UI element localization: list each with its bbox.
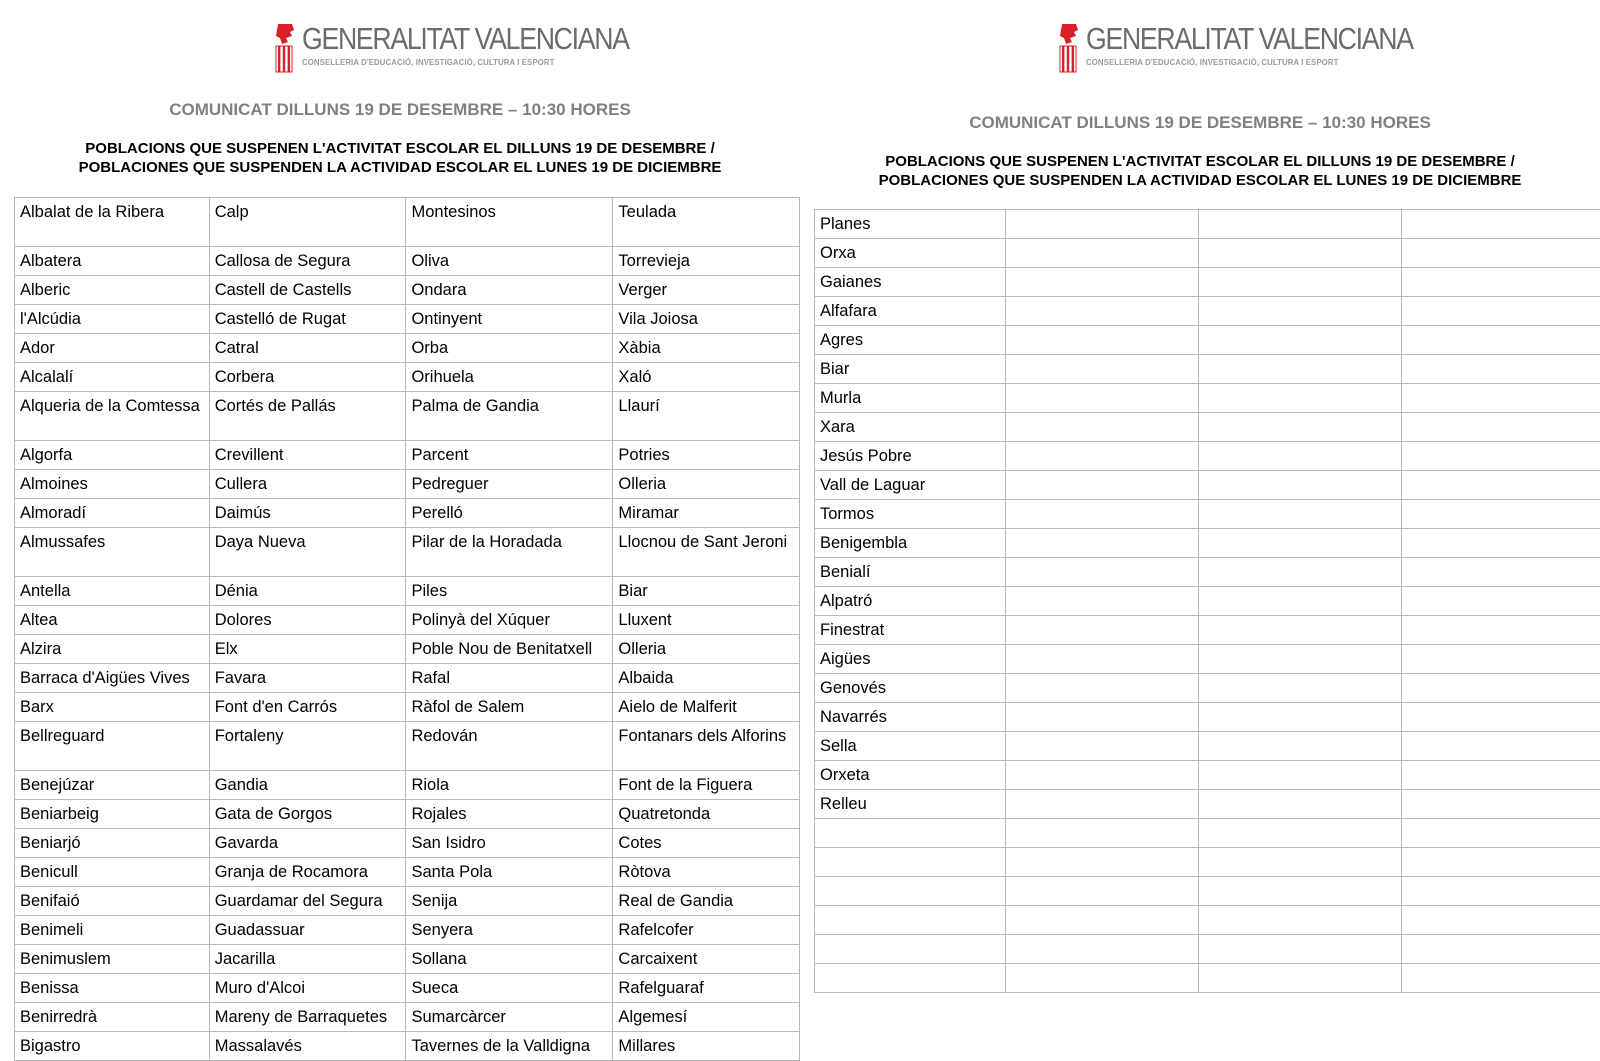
table-row bbox=[15, 305, 800, 334]
table-row bbox=[15, 334, 800, 363]
town-cell: Benigembla bbox=[815, 529, 1006, 558]
town-cell bbox=[1006, 674, 1199, 703]
town-cell: Albaida bbox=[613, 664, 800, 693]
town-cell: Daimús bbox=[209, 499, 406, 528]
town-cell: Benissa bbox=[15, 974, 210, 1003]
table-row bbox=[815, 384, 1600, 413]
town-cell: Ròtova bbox=[613, 858, 800, 887]
town-cell: Oliva bbox=[406, 247, 613, 276]
town-cell: Carcaixent bbox=[613, 945, 800, 974]
table-row bbox=[815, 326, 1600, 355]
town-cell bbox=[1199, 732, 1402, 761]
town-cell: Rafelguaraf bbox=[613, 974, 800, 1003]
table-row bbox=[15, 829, 800, 858]
town-cell: Alcalalí bbox=[15, 363, 210, 392]
town-cell bbox=[1199, 616, 1402, 645]
town-cell bbox=[1199, 268, 1402, 297]
town-cell: Guardamar del Segura bbox=[209, 887, 406, 916]
table-row bbox=[815, 674, 1600, 703]
town-cell bbox=[1402, 355, 1600, 384]
generalitat-logo bbox=[1056, 22, 1466, 74]
town-cell: Rafal bbox=[406, 664, 613, 693]
town-cell: Crevillent bbox=[209, 441, 406, 470]
table-row bbox=[815, 587, 1600, 616]
town-cell: Torrevieja bbox=[613, 247, 800, 276]
table-row bbox=[15, 974, 800, 1003]
town-cell: Palma de Gandia bbox=[406, 392, 613, 441]
town-cell: Genovés bbox=[815, 674, 1006, 703]
town-cell bbox=[1402, 906, 1600, 935]
town-cell: Millares bbox=[613, 1032, 800, 1061]
town-cell bbox=[1402, 703, 1600, 732]
town-cell: Olleria bbox=[613, 635, 800, 664]
town-cell: Mareny de Barraquetes bbox=[209, 1003, 406, 1032]
town-cell bbox=[1006, 268, 1199, 297]
town-cell bbox=[1006, 558, 1199, 587]
town-cell: Benejúzar bbox=[15, 771, 210, 800]
table-row bbox=[15, 247, 800, 276]
table-row bbox=[15, 577, 800, 606]
town-cell: Benialí bbox=[815, 558, 1006, 587]
town-cell bbox=[1006, 442, 1199, 471]
town-cell: Biar bbox=[815, 355, 1006, 384]
town-cell: Massalavés bbox=[209, 1032, 406, 1061]
town-cell: Algorfa bbox=[15, 441, 210, 470]
table-row bbox=[815, 935, 1600, 964]
town-cell bbox=[1199, 210, 1402, 239]
town-cell: Ador bbox=[15, 334, 210, 363]
table-row bbox=[815, 355, 1600, 384]
town-cell: Alqueria de la Comtessa bbox=[15, 392, 210, 441]
town-cell bbox=[1006, 703, 1199, 732]
town-cell bbox=[1402, 935, 1600, 964]
table-row bbox=[15, 664, 800, 693]
town-cell: Potries bbox=[613, 441, 800, 470]
communique-title: COMUNICAT DILLUNS 19 DE DESEMBRE – 10:30 HORES bbox=[0, 100, 800, 120]
town-cell bbox=[1006, 761, 1199, 790]
table-row bbox=[815, 529, 1600, 558]
town-cell: Font de la Figuera bbox=[613, 771, 800, 800]
logo-name: GENERALITAT VALENCIANA bbox=[302, 22, 629, 56]
town-cell bbox=[1402, 558, 1600, 587]
town-cell: Miramar bbox=[613, 499, 800, 528]
town-cell bbox=[1199, 935, 1402, 964]
town-cell bbox=[1199, 239, 1402, 268]
town-cell bbox=[1006, 964, 1199, 993]
town-cell: Planes bbox=[815, 210, 1006, 239]
town-cell: Alpatró bbox=[815, 587, 1006, 616]
town-cell bbox=[815, 819, 1006, 848]
town-cell bbox=[1199, 558, 1402, 587]
heading bbox=[0, 139, 800, 177]
town-cell: Jesús Pobre bbox=[815, 442, 1006, 471]
town-cell: Catral bbox=[209, 334, 406, 363]
town-cell bbox=[1402, 471, 1600, 500]
town-cell: Navarrés bbox=[815, 703, 1006, 732]
town-cell bbox=[1006, 790, 1199, 819]
town-cell bbox=[1006, 529, 1199, 558]
town-cell bbox=[1199, 413, 1402, 442]
town-cell: Benimeli bbox=[15, 916, 210, 945]
table-row bbox=[815, 471, 1600, 500]
table-row bbox=[815, 616, 1600, 645]
town-cell bbox=[1006, 819, 1199, 848]
town-cell bbox=[1402, 210, 1600, 239]
town-cell bbox=[1006, 848, 1199, 877]
town-cell: Vila Joiosa bbox=[613, 305, 800, 334]
table-row bbox=[815, 239, 1600, 268]
town-cell bbox=[1006, 210, 1199, 239]
town-cell bbox=[1006, 935, 1199, 964]
table-row bbox=[815, 645, 1600, 674]
table-row bbox=[15, 470, 800, 499]
town-cell: Llocnou de Sant Jeroni bbox=[613, 528, 800, 577]
town-cell bbox=[1402, 268, 1600, 297]
table-row bbox=[815, 877, 1600, 906]
town-cell: Calp bbox=[209, 198, 406, 247]
communique-title: COMUNICAT DILLUNS 19 DE DESEMBRE – 10:30 HORES bbox=[800, 113, 1600, 133]
town-cell: Castell de Castells bbox=[209, 276, 406, 305]
town-cell: Orxa bbox=[815, 239, 1006, 268]
town-cell bbox=[1402, 413, 1600, 442]
table-row bbox=[815, 819, 1600, 848]
table-row bbox=[815, 703, 1600, 732]
table-row bbox=[15, 771, 800, 800]
town-cell bbox=[815, 848, 1006, 877]
table-row bbox=[815, 964, 1600, 993]
table-row bbox=[15, 363, 800, 392]
table-row bbox=[15, 276, 800, 305]
town-cell: Lluxent bbox=[613, 606, 800, 635]
town-cell: Relleu bbox=[815, 790, 1006, 819]
town-cell bbox=[1402, 732, 1600, 761]
town-cell bbox=[1402, 442, 1600, 471]
town-cell bbox=[1199, 703, 1402, 732]
table-row bbox=[15, 1003, 800, 1032]
table-row bbox=[15, 887, 800, 916]
table-row bbox=[15, 916, 800, 945]
town-cell bbox=[1199, 790, 1402, 819]
town-cell bbox=[1006, 877, 1199, 906]
table-row bbox=[815, 558, 1600, 587]
town-cell: Guadassuar bbox=[209, 916, 406, 945]
town-cell: Piles bbox=[406, 577, 613, 606]
town-cell: Benimuslem bbox=[15, 945, 210, 974]
town-cell: Ondara bbox=[406, 276, 613, 305]
town-cell bbox=[1006, 587, 1199, 616]
town-cell: Benifaió bbox=[15, 887, 210, 916]
town-cell bbox=[1402, 819, 1600, 848]
town-cell bbox=[815, 964, 1006, 993]
logo-name: GENERALITAT VALENCIANA bbox=[1086, 22, 1413, 56]
town-cell: Albalat de la Ribera bbox=[15, 198, 210, 247]
town-cell bbox=[1199, 326, 1402, 355]
table-row bbox=[15, 635, 800, 664]
town-cell bbox=[1402, 790, 1600, 819]
town-cell: Xara bbox=[815, 413, 1006, 442]
table-row bbox=[15, 858, 800, 887]
town-cell bbox=[1199, 906, 1402, 935]
town-cell bbox=[1199, 645, 1402, 674]
town-cell: Alzira bbox=[15, 635, 210, 664]
town-cell: Daya Nueva bbox=[209, 528, 406, 577]
table-row bbox=[15, 693, 800, 722]
town-cell bbox=[1006, 355, 1199, 384]
town-cell: Alfafara bbox=[815, 297, 1006, 326]
town-cell bbox=[1402, 964, 1600, 993]
town-cell: Tavernes de la Valldigna bbox=[406, 1032, 613, 1061]
table-row bbox=[15, 441, 800, 470]
town-cell: Orba bbox=[406, 334, 613, 363]
town-cell: Cullera bbox=[209, 470, 406, 499]
heading-line-1: POBLACIONS QUE SUSPENEN L'ACTIVITAT ESCOLAR EL DILLUNS 19 DE DESEMBRE / bbox=[0, 139, 800, 158]
town-cell: Barx bbox=[15, 693, 210, 722]
town-cell bbox=[1006, 326, 1199, 355]
town-cell: Aigües bbox=[815, 645, 1006, 674]
table-row bbox=[815, 906, 1600, 935]
town-cell bbox=[1006, 471, 1199, 500]
town-cell: Favara bbox=[209, 664, 406, 693]
town-cell: Ràfol de Salem bbox=[406, 693, 613, 722]
heading bbox=[800, 152, 1600, 190]
town-cell: Aielo de Malferit bbox=[613, 693, 800, 722]
logo-subtitle: CONSELLERIA D'EDUCACIÓ, INVESTIGACIÓ, CULTURA I ESPORT bbox=[1086, 57, 1435, 67]
town-cell: Algemesí bbox=[613, 1003, 800, 1032]
coat-of-arms-icon bbox=[1056, 22, 1082, 74]
town-cell: Ontinyent bbox=[406, 305, 613, 334]
towns-table-right bbox=[814, 209, 1600, 993]
town-cell bbox=[1006, 645, 1199, 674]
town-cell: Almoines bbox=[15, 470, 210, 499]
town-cell bbox=[1199, 819, 1402, 848]
heading-line-2: POBLACIONES QUE SUSPENDEN LA ACTIVIDAD ESCOLAR EL LUNES 19 DE DICIEMBRE bbox=[0, 158, 800, 177]
table-row bbox=[15, 198, 800, 247]
town-cell: Castelló de Rugat bbox=[209, 305, 406, 334]
town-cell bbox=[1402, 674, 1600, 703]
town-cell bbox=[1402, 761, 1600, 790]
town-cell: Verger bbox=[613, 276, 800, 305]
town-cell: Xaló bbox=[613, 363, 800, 392]
town-cell: Finestrat bbox=[815, 616, 1006, 645]
town-cell: Polinyà del Xúquer bbox=[406, 606, 613, 635]
town-cell: Jacarilla bbox=[209, 945, 406, 974]
town-cell: Alberic bbox=[15, 276, 210, 305]
town-cell: Tormos bbox=[815, 500, 1006, 529]
town-cell: Granja de Rocamora bbox=[209, 858, 406, 887]
town-cell bbox=[1199, 587, 1402, 616]
table-row bbox=[15, 528, 800, 577]
town-cell bbox=[1402, 239, 1600, 268]
town-cell bbox=[1199, 848, 1402, 877]
town-cell: Benicull bbox=[15, 858, 210, 887]
town-cell bbox=[1006, 384, 1199, 413]
table-row bbox=[15, 722, 800, 771]
table-row bbox=[815, 500, 1600, 529]
table-row bbox=[815, 268, 1600, 297]
town-cell bbox=[1199, 761, 1402, 790]
town-cell: Rojales bbox=[406, 800, 613, 829]
town-cell: Real de Gandia bbox=[613, 887, 800, 916]
town-cell: Gandia bbox=[209, 771, 406, 800]
town-cell: Sueca bbox=[406, 974, 613, 1003]
town-cell: Muro d'Alcoi bbox=[209, 974, 406, 1003]
town-cell: Senyera bbox=[406, 916, 613, 945]
towns-table-left bbox=[14, 197, 800, 1061]
town-cell: Beniarjó bbox=[15, 829, 210, 858]
town-cell: Montesinos bbox=[406, 198, 613, 247]
town-cell: Llaurí bbox=[613, 392, 800, 441]
town-cell: Riola bbox=[406, 771, 613, 800]
town-cell bbox=[1199, 529, 1402, 558]
town-cell: Font d'en Carrós bbox=[209, 693, 406, 722]
town-cell: Cotes bbox=[613, 829, 800, 858]
town-cell bbox=[1006, 500, 1199, 529]
town-cell bbox=[1006, 732, 1199, 761]
town-cell bbox=[1402, 645, 1600, 674]
heading-line-1: POBLACIONS QUE SUSPENEN L'ACTIVITAT ESCOLAR EL DILLUNS 19 DE DESEMBRE / bbox=[800, 152, 1600, 171]
town-cell: Poble Nou de Benitatxell bbox=[406, 635, 613, 664]
logo-subtitle: CONSELLERIA D'EDUCACIÓ, INVESTIGACIÓ, CULTURA I ESPORT bbox=[302, 57, 651, 67]
town-cell: Murla bbox=[815, 384, 1006, 413]
table-row bbox=[15, 800, 800, 829]
town-cell bbox=[1402, 297, 1600, 326]
town-cell: Fortaleny bbox=[209, 722, 406, 771]
town-cell: Pilar de la Horadada bbox=[406, 528, 613, 577]
town-cell bbox=[1402, 616, 1600, 645]
town-cell: Almoradí bbox=[15, 499, 210, 528]
town-cell: Quatretonda bbox=[613, 800, 800, 829]
town-cell: Cortés de Pallás bbox=[209, 392, 406, 441]
town-cell: Barraca d'Aigües Vives bbox=[15, 664, 210, 693]
heading-line-2: POBLACIONES QUE SUSPENDEN LA ACTIVIDAD ESCOLAR EL LUNES 19 DE DICIEMBRE bbox=[800, 171, 1600, 190]
town-cell bbox=[1199, 384, 1402, 413]
town-cell bbox=[1199, 471, 1402, 500]
town-cell: Corbera bbox=[209, 363, 406, 392]
town-cell: Rafelcofer bbox=[613, 916, 800, 945]
table-row bbox=[15, 945, 800, 974]
table-row bbox=[15, 1032, 800, 1061]
town-cell bbox=[1402, 500, 1600, 529]
town-cell: Antella bbox=[15, 577, 210, 606]
town-cell bbox=[1006, 297, 1199, 326]
table-row bbox=[815, 210, 1600, 239]
town-cell: Senija bbox=[406, 887, 613, 916]
coat-of-arms-icon bbox=[272, 22, 298, 74]
table-row bbox=[815, 297, 1600, 326]
town-cell bbox=[1402, 384, 1600, 413]
town-cell bbox=[815, 906, 1006, 935]
town-cell: Dolores bbox=[209, 606, 406, 635]
town-cell bbox=[815, 877, 1006, 906]
town-cell: Callosa de Segura bbox=[209, 247, 406, 276]
town-cell: Sella bbox=[815, 732, 1006, 761]
table-row bbox=[815, 790, 1600, 819]
town-cell bbox=[1006, 413, 1199, 442]
town-cell: Teulada bbox=[613, 198, 800, 247]
town-cell: Agres bbox=[815, 326, 1006, 355]
town-cell: Redován bbox=[406, 722, 613, 771]
town-cell bbox=[1199, 297, 1402, 326]
town-cell: Orxeta bbox=[815, 761, 1006, 790]
generalitat-logo bbox=[272, 22, 682, 74]
town-cell: Beniarbeig bbox=[15, 800, 210, 829]
town-cell: Biar bbox=[613, 577, 800, 606]
town-cell: Xàbia bbox=[613, 334, 800, 363]
town-cell: Perelló bbox=[406, 499, 613, 528]
town-cell bbox=[1199, 355, 1402, 384]
town-cell: Altea bbox=[15, 606, 210, 635]
town-cell: Gaianes bbox=[815, 268, 1006, 297]
table-row bbox=[15, 499, 800, 528]
table-row bbox=[815, 732, 1600, 761]
town-cell: Gata de Gorgos bbox=[209, 800, 406, 829]
town-cell: Almussafes bbox=[15, 528, 210, 577]
table-row bbox=[815, 413, 1600, 442]
town-cell: Santa Pola bbox=[406, 858, 613, 887]
town-cell: San Isidro bbox=[406, 829, 613, 858]
town-cell: l'Alcúdia bbox=[15, 305, 210, 334]
town-cell: Albatera bbox=[15, 247, 210, 276]
town-cell bbox=[1402, 326, 1600, 355]
town-cell: Vall de Laguar bbox=[815, 471, 1006, 500]
town-cell: Olleria bbox=[613, 470, 800, 499]
table-row bbox=[15, 392, 800, 441]
town-cell: Fontanars dels Alforins bbox=[613, 722, 800, 771]
town-cell bbox=[1006, 239, 1199, 268]
town-cell: Gavarda bbox=[209, 829, 406, 858]
town-cell bbox=[1402, 529, 1600, 558]
town-cell bbox=[1402, 587, 1600, 616]
table-row bbox=[815, 442, 1600, 471]
town-cell bbox=[1006, 906, 1199, 935]
town-cell bbox=[1402, 877, 1600, 906]
town-cell: Bellreguard bbox=[15, 722, 210, 771]
town-cell bbox=[1199, 964, 1402, 993]
town-cell: Parcent bbox=[406, 441, 613, 470]
town-cell: Bigastro bbox=[15, 1032, 210, 1061]
town-cell bbox=[1199, 442, 1402, 471]
town-cell bbox=[1402, 848, 1600, 877]
town-cell: Benirredrà bbox=[15, 1003, 210, 1032]
town-cell bbox=[1199, 877, 1402, 906]
town-cell bbox=[1006, 616, 1199, 645]
town-cell: Sollana bbox=[406, 945, 613, 974]
table-row bbox=[15, 606, 800, 635]
town-cell: Sumarcàrcer bbox=[406, 1003, 613, 1032]
town-cell: Pedreguer bbox=[406, 470, 613, 499]
town-cell bbox=[1199, 674, 1402, 703]
town-cell bbox=[1199, 500, 1402, 529]
town-cell: Dénia bbox=[209, 577, 406, 606]
table-row bbox=[815, 848, 1600, 877]
town-cell: Orihuela bbox=[406, 363, 613, 392]
town-cell: Elx bbox=[209, 635, 406, 664]
table-row bbox=[815, 761, 1600, 790]
town-cell bbox=[815, 935, 1006, 964]
